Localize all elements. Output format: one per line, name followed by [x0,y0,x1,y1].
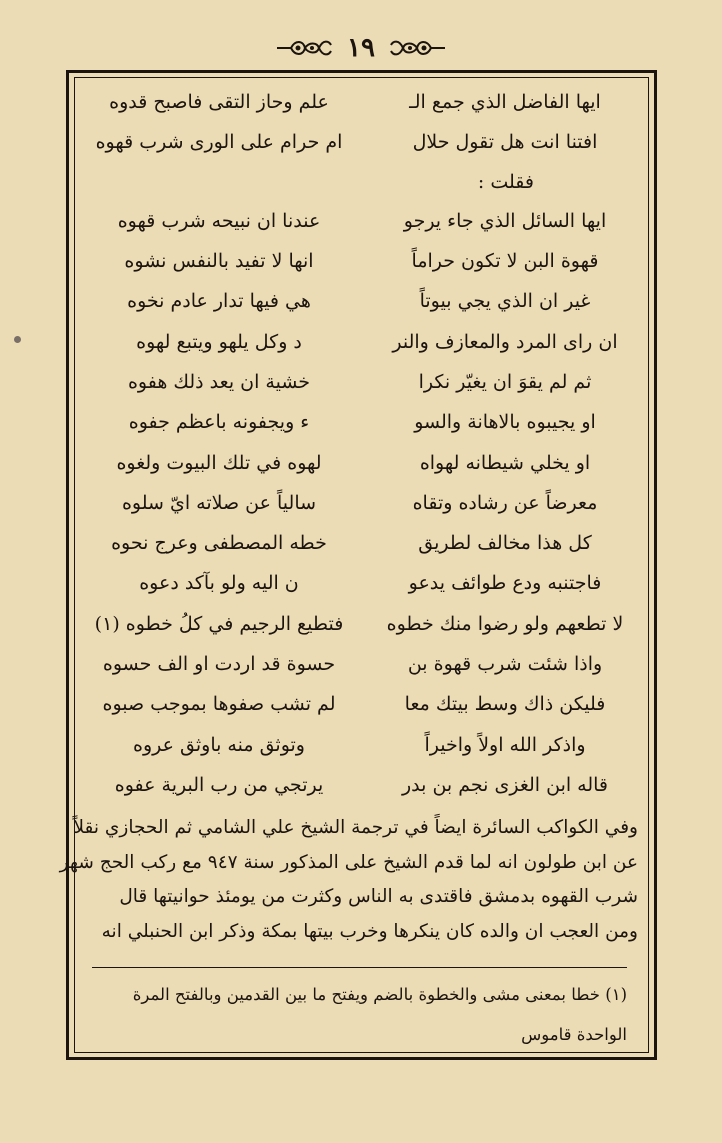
poem-verses-part-one [82,82,642,163]
verse-first-hemistich: واذا شئت شرب قهوة بن [407,653,603,675]
verse-second-hemistich: د وكل يلهو ويتبع لهوه [136,330,302,353]
verse-first-hemistich: ثم لم يقوَ ان يغيّر نكرا [418,370,592,393]
verse-first-hemistich: افتنا انت هل تقول حلال [412,131,598,154]
verse-second-hemistich: ن اليه ولو بآكد دعوه [139,572,299,595]
verse-first-hemistich: غير ان الذي يجي بيوتاً [419,290,591,313]
verse-row [82,644,642,684]
verse-first-hemistich: قاله ابن الغزى نجم بن بدر [401,773,609,796]
footnote [92,975,627,1055]
verse-second-hemistich: لهوه في تلك البيوت ولغوه [116,451,322,474]
verse-second-hemistich: لم تشب صفوها بموجب صبوه [102,693,336,716]
ornament-left-icon [275,35,333,61]
verse-second-hemistich: ء ويجفونه باعظم جفوه [128,411,310,434]
verse-first-hemistich: ايها السائل الذي جاء يرجو [403,209,607,232]
verse-second-hemistich: عندنا ان نبيحه شرب قهوه [117,209,321,232]
verse-first-hemistich: كل هذا مخالف لطريق [418,532,592,555]
ornament-right-icon [389,35,447,61]
verse-second-hemistich: حسوة قد اردت او الف حسوه [102,653,336,675]
verse-first-hemistich: او يجيبوه بالاهانة والسو [414,411,596,434]
page-content [59,82,642,949]
verse-row [82,684,642,724]
prose-line: شرب القهوه بدمشق فاقتدى به الناس وكثرت من يومئذ حوانيتها قال [119,886,638,908]
verse-second-hemistich: هي فيها تدار عادم نخوه [127,290,311,313]
verse-second-hemistich: خطه المصطفى وعرج نحوه [111,532,327,555]
verse-row [82,82,642,122]
prose-line: ومن العجب ان والده كان ينكرها وخرب بيتها بمكة وذكر ابن الحنبلي انه [101,920,638,942]
poem-cue: فقلت : [477,170,534,193]
verse-first-hemistich: فاجتنبه ودع طوائف يدعو [408,572,602,595]
footnote-line: الواحدة قاموس [521,1025,627,1044]
verse-row [82,483,642,523]
prose-paragraph [59,811,642,949]
verse-second-hemistich: انها لا تفيد بالنفس نشوه [124,250,314,273]
verse-row [82,201,642,241]
margin-dot [14,336,21,343]
page-number: ١٩ [347,33,375,63]
footnote-line: (١) خطا بمعنى مشى والخطوة بالضم ويفتح ما بين القدمين وبالفتح المرة [132,985,627,1004]
verse-first-hemistich: معرضاً عن رشاده وتقاه [412,491,598,514]
verse-row [82,604,642,644]
verse-first-hemistich: قهوة البن لا تكون حراماً [411,250,599,273]
verse-row [82,724,642,764]
verse-first-hemistich: ان راى المرد والمعازف والنر [392,330,618,353]
verse-row [82,523,642,563]
verse-second-hemistich: فتطيع الرجيم في كلُ خطوه (١) [94,612,344,635]
poem-verses-part-two [82,201,642,805]
verse-row [82,442,642,482]
page-header [0,28,722,68]
verse-row [82,563,642,603]
verse-second-hemistich: خشية ان يعد ذلك هفوه [127,370,311,393]
verse-second-hemistich: وتوثق منه باوثق عروه [133,733,305,756]
prose-line: عن ابن طولون انه لما قدم الشيخ على المذكور سنة ٩٤٧ مع ركب الحج شهر [59,851,638,873]
prose-line: وفي الكواكب السائرة ايضاً في ترجمة الشيخ علي الشامي ثم الحجازي نقلاً [73,817,638,839]
verse-first-hemistich: ايها الفاضل الذي جمع الـ [409,91,601,114]
verse-first-hemistich: فليكن ذاك وسط بيتك معا [404,693,606,716]
verse-second-hemistich: سالياً عن صلاته ايّ سلوه [121,491,317,514]
verse-row [82,765,642,805]
footnote-divider [92,967,627,968]
verse-first-hemistich: واذكر الله اولاً واخيراً [424,733,586,756]
verse-second-hemistich: ام حرام على الورى شرب قهوه [95,131,343,154]
verse-second-hemistich: يرتجي من رب البرية عفوه [114,773,324,796]
verse-first-hemistich: او يخلي شيطانه لهواه [419,451,591,474]
verse-row [82,402,642,442]
verse-row [82,241,642,281]
verse-row [82,321,642,361]
verse-row [82,281,642,321]
verse-row [82,362,642,402]
verse-row [82,122,642,162]
verse-first-hemistich: لا تطعهم ولو رضوا منك خطوه [386,612,624,635]
verse-second-hemistich: علم وحاز التقى فاصبح قدوه [109,91,329,114]
